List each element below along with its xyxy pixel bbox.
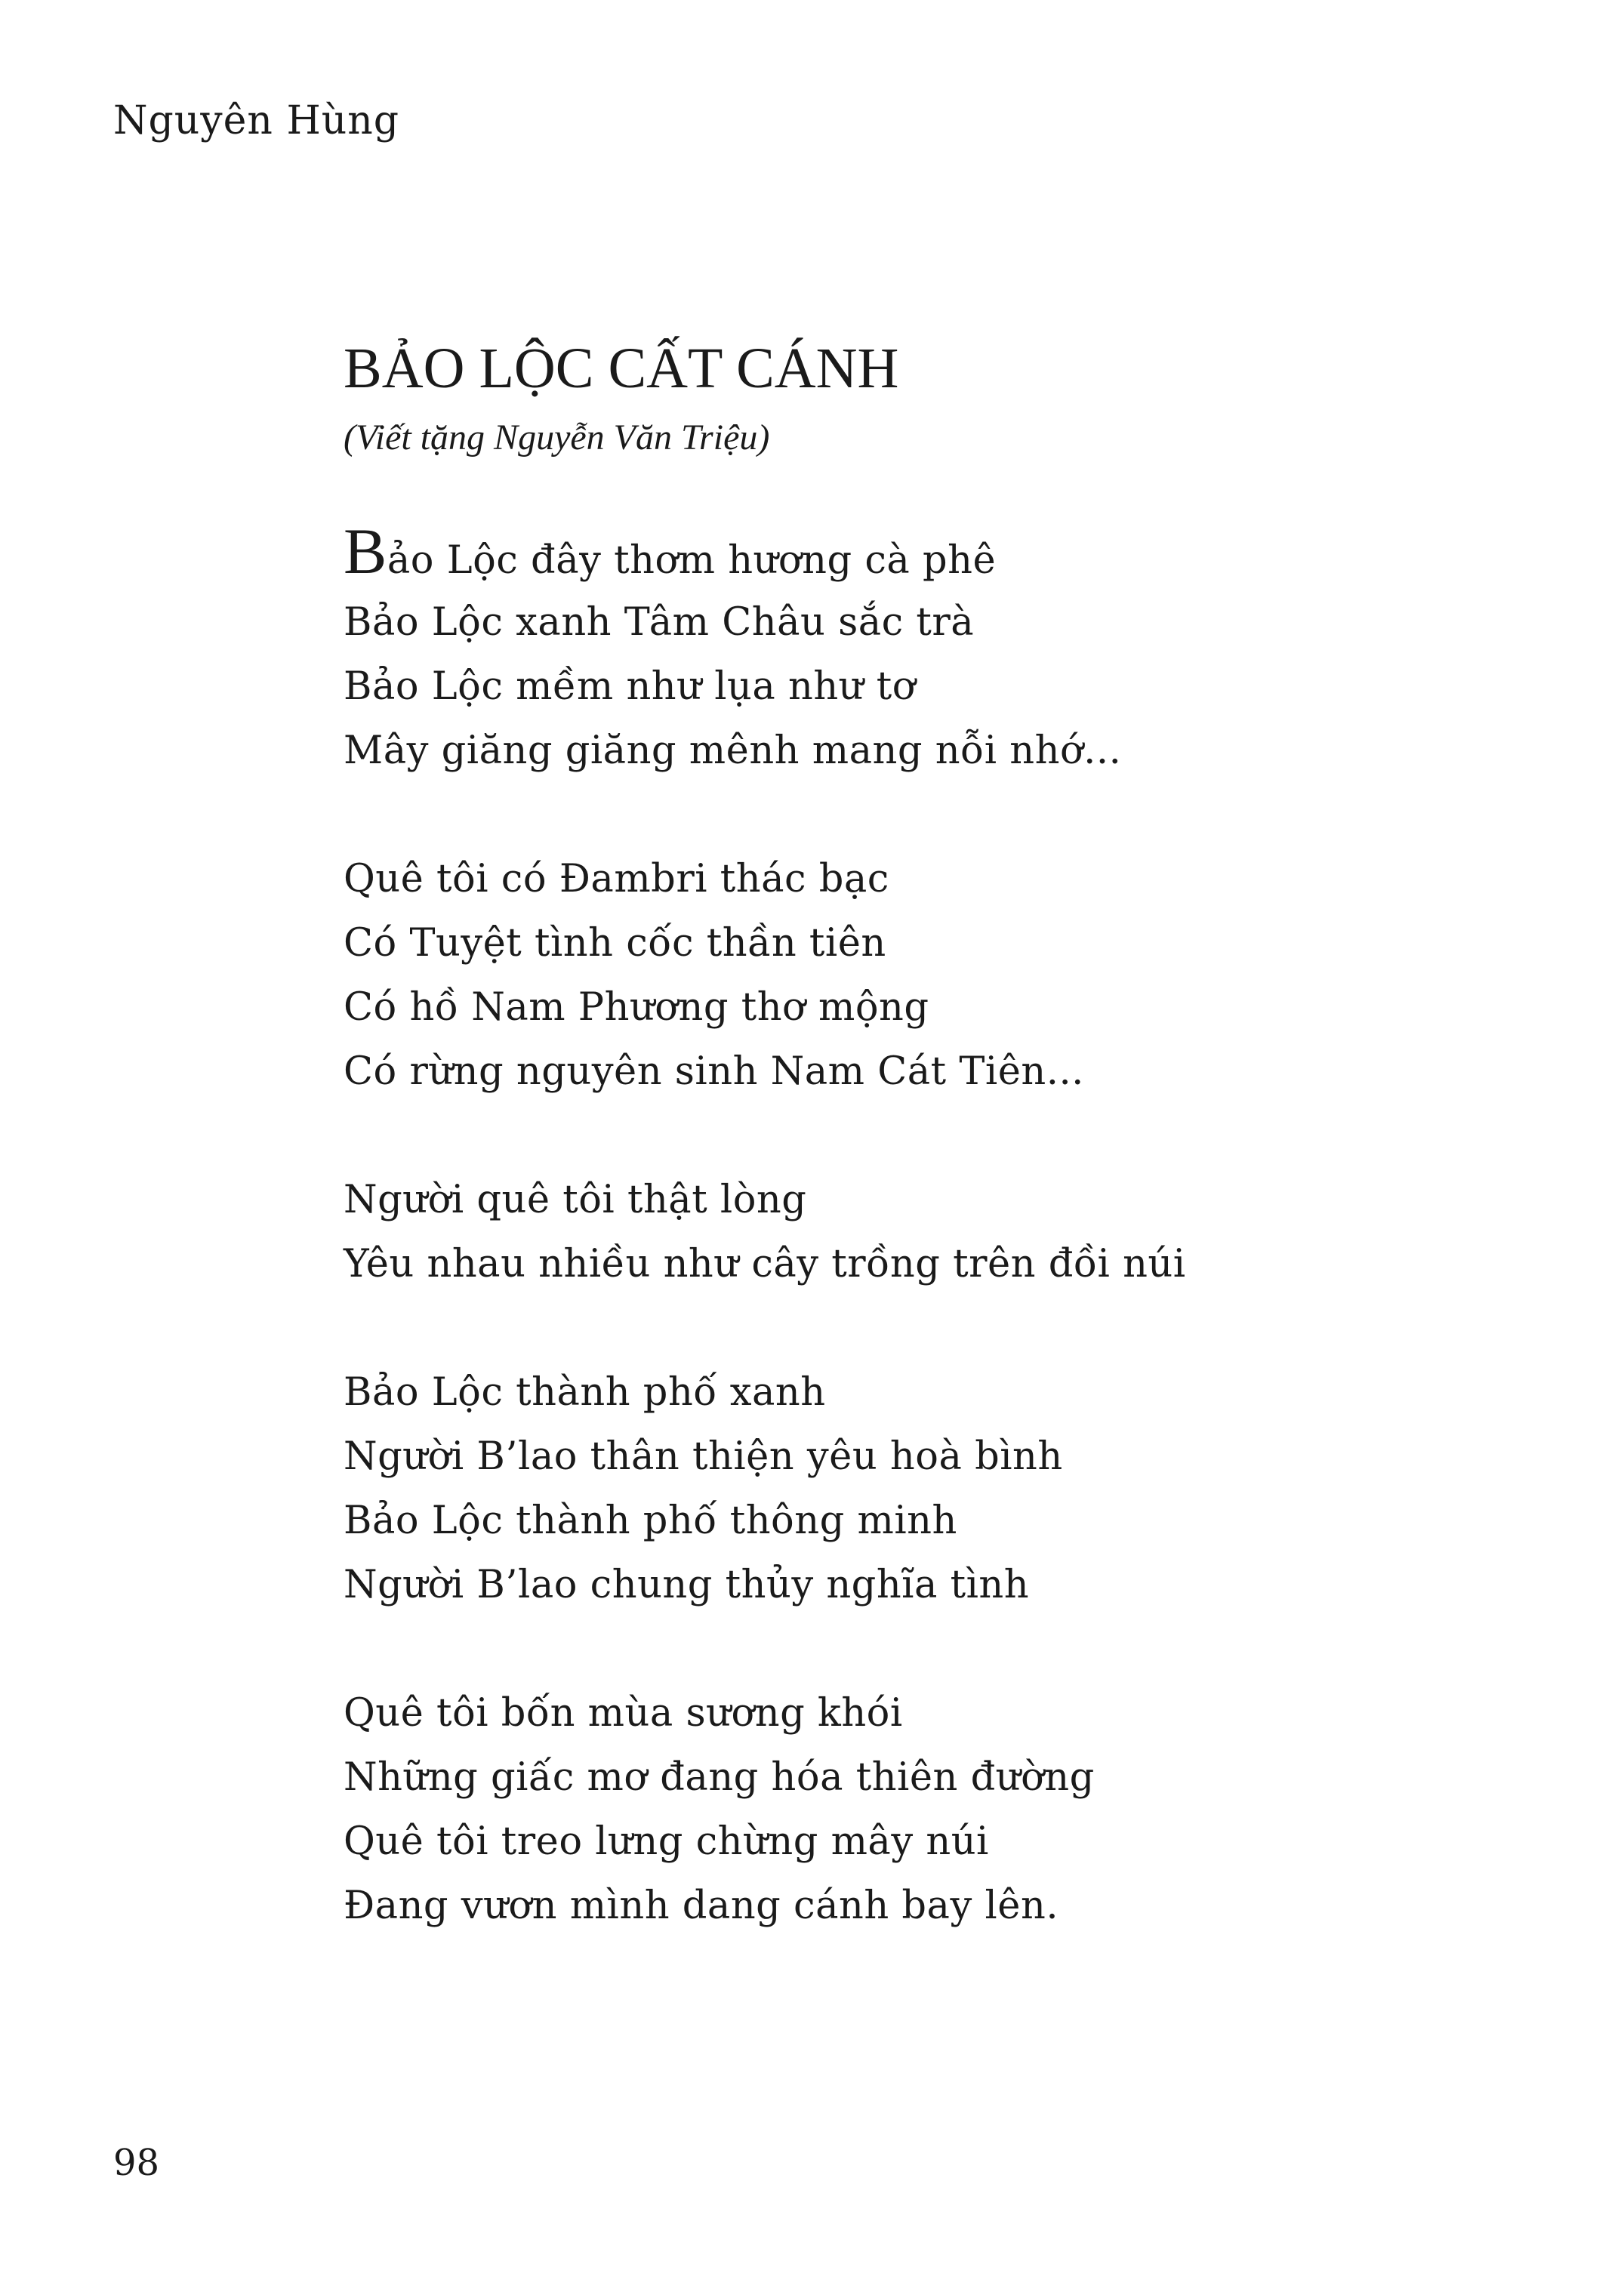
poem-line: Người B’lao thân thiện yêu hoà bình	[344, 1434, 1063, 1479]
poem-line	[344, 515, 997, 591]
first-line-rest: ảo Lộc đây thơm hương cà phê	[387, 538, 997, 583]
page-number: 98	[113, 2142, 160, 2184]
poem-line: Người quê tôi thật lòng	[344, 1178, 807, 1222]
poem-line: Bảo Lộc thành phố thông minh	[344, 1499, 957, 1543]
poem-line: Có rừng nguyên sinh Nam Cát Tiên...	[344, 1049, 1084, 1094]
drop-cap-initial: B	[344, 515, 387, 587]
poem-line: Bảo Lộc xanh Tâm Châu sắc trà	[344, 600, 975, 645]
poem-line: Quê tôi bốn mùa sương khói	[344, 1691, 903, 1736]
poem-line: Bảo Lộc mềm như lụa như tơ	[344, 664, 916, 709]
poem-line: Quê tôi treo lưng chừng mây núi	[344, 1819, 989, 1864]
poem-line: Yêu nhau nhiều như cây trồng trên đồi núi	[344, 1242, 1186, 1286]
poem-line: Người B’lao chung thủy nghĩa tình	[344, 1563, 1030, 1607]
poem-line: Những giấc mơ đang hóa thiên đường	[344, 1755, 1095, 1800]
poem-title: BẢO LỘC CẤT CÁNH	[344, 337, 899, 400]
poem-line: Có Tuyệt tình cốc thần tiên	[344, 921, 886, 966]
poem-line: Quê tôi có Đambri thác bạc	[344, 857, 889, 901]
poem-dedication: (Viết tặng Nguyễn Văn Triệu)	[344, 417, 770, 457]
poem-line: Có hồ Nam Phương thơ mộng	[344, 985, 929, 1030]
poem-line: Đang vươn mình dang cánh bay lên.	[344, 1884, 1059, 1928]
poem-line: Bảo Lộc thành phố xanh	[344, 1370, 826, 1415]
running-head-author: Nguyên Hùng	[113, 98, 400, 143]
poem-line: Mây giăng giăng mênh mang nỗi nhớ...	[344, 729, 1122, 773]
